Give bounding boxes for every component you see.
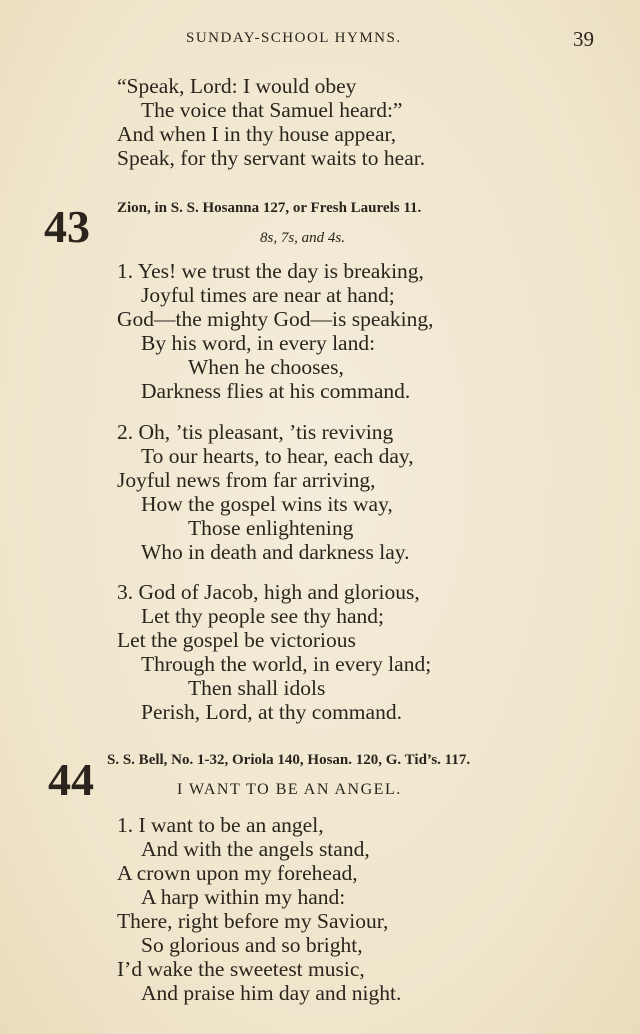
verse-line: Joyful news from far arriving, [117, 468, 376, 492]
verse-line: Let thy people see thy hand; [141, 604, 384, 628]
verse-line: A harp within my hand: [141, 885, 346, 909]
verse-line: There, right before my Saviour, [117, 909, 389, 933]
verse-line: Through the world, in every land; [141, 652, 432, 676]
verse-line: Joyful times are near at hand; [141, 283, 395, 307]
verse-line: Then shall idols [188, 676, 326, 700]
verse-line: Darkness flies at his command. [141, 379, 411, 403]
verse-line: Those enlightening [188, 516, 354, 540]
verse-line: The voice that Samuel heard:” [141, 98, 403, 122]
verse-line: 3. God of Jacob, high and glorious, [117, 580, 420, 604]
verse-line: Perish, Lord, at thy command. [141, 700, 402, 724]
tune-references: S. S. Bell, No. 1-32, Oriola 140, Hosan. 120, G. Tid’s. 117. [107, 752, 471, 768]
verse-line: Who in death and darkness lay. [141, 540, 410, 564]
verse-line: Let the gospel be victorious [117, 628, 356, 652]
hymn-number: 43 [44, 201, 90, 252]
meter: 8s, 7s, and 4s. [260, 230, 346, 246]
verse-line: “Speak, Lord: I would obey [117, 74, 357, 98]
verse-line: By his word, in every land: [141, 331, 376, 355]
verse-line: I’d wake the sweetest music, [117, 957, 365, 981]
verse-line: A crown upon my forehead, [117, 861, 358, 885]
hymn-number: 44 [48, 754, 94, 805]
verse-line: And praise him day and night. [141, 981, 402, 1005]
verse-line: When he chooses, [188, 355, 344, 379]
verse-line: And when I in thy house appear, [117, 122, 397, 146]
hymn-title: I WANT TO BE AN ANGEL. [177, 781, 402, 798]
page-number: 39 [573, 27, 594, 51]
verse-line: And with the angels stand, [141, 837, 370, 861]
tune-references: Zion, in S. S. Hosanna 127, or Fresh Laurels 11. [117, 200, 422, 216]
running-title: SUNDAY-SCHOOL HYMNS. [186, 30, 402, 46]
verse-line: So glorious and so bright, [141, 933, 363, 957]
verse-line: How the gospel wins its way, [141, 492, 393, 516]
verse-line: 1. Yes! we trust the day is breaking, [117, 259, 424, 283]
verse-line: To our hearts, to hear, each day, [141, 444, 414, 468]
verse-line: 2. Oh, ’tis pleasant, ’tis reviving [117, 420, 394, 444]
verse-line: 1. I want to be an angel, [117, 813, 324, 837]
verse-line: God—the mighty God—is speaking, [117, 307, 434, 331]
verse-line: Speak, for thy servant waits to hear. [117, 146, 426, 170]
